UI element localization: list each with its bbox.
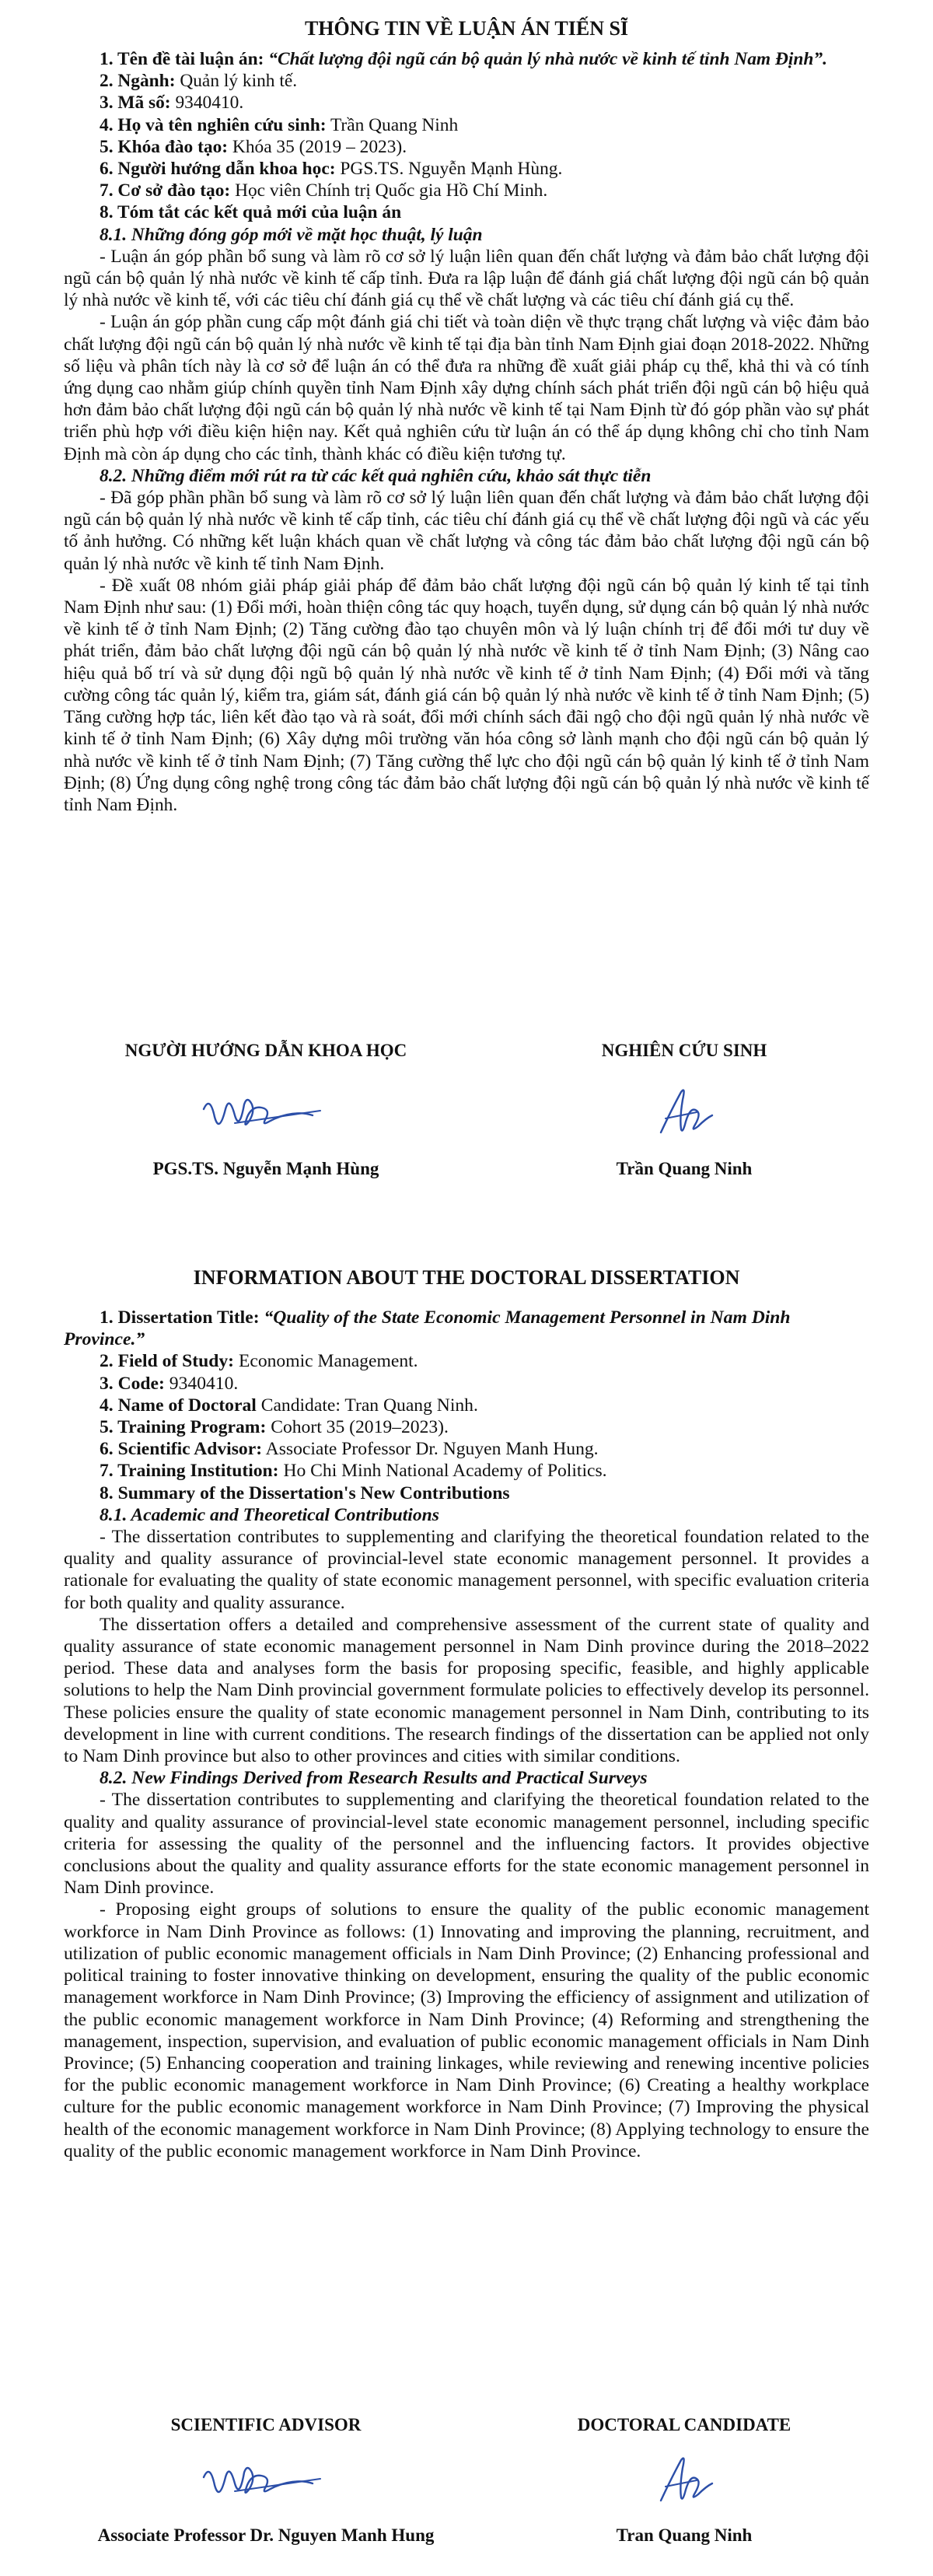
vn-paragraph-2: - Luận án góp phần cung cấp một đánh giá chi tiết và toàn diện về thực trạng chất lượng và việc đảm bảo chất lượng đội ngũ cán bộ quản lý nhà nước về kinh tế tại địa bàn tỉnh Nam Định giai đoạn 2018-2022. Những số liệu và phân tích này là cơ sở để luận án có thể đưa ra những đề xuất giải pháp cụ thể, khả thi và có tính ứng dụng cao nhằm giúp chính quyền tỉnh Nam Định xây dựng chính sách phát triển đội ngũ cán bộ hiệu quả hơn đảm bảo chất lượng đội ngũ cán bộ quản lý nhà nước về kinh tế tại Nam Định từ đó góp phần vào sự phát triển phù hợp với điều kiện hiện nay. Kết quả nghiên cứu từ luận án có thể áp dụng không chỉ cho tỉnh Nam Định mà còn áp dụng cho các tỉnh, thành khác có điều kiện tương tự. xyxy=(64,312,869,464)
vn-candidate-signature xyxy=(498,1041,871,1196)
en-title: INFORMATION ABOUT THE DOCTORAL DISSERTATION xyxy=(193,1266,740,1289)
en-candidate-name: Tran Quang Ninh xyxy=(616,2525,753,2545)
vietnamese-section xyxy=(0,0,933,1237)
en-item-summary: 8. Summary of the Dissertation's New Contributions xyxy=(100,1482,510,1503)
vn-subheading-8-1: 8.1. Những đóng góp mới về mặt học thuật, lý luận xyxy=(100,224,483,245)
en-paragraph-1: - The dissertation contributes to supplementing and clarifying the theoretical foundation related to the quality and quality assurance of provincial-level state economic management personnel. It provides a rationale for evaluating the quality of state economic management personnel, with specific evaluation criteria for both quality and quality assurance. xyxy=(64,1527,869,1613)
en-item-candidate: 4. Name of Doctoral Candidate: Tran Quang Ninh. xyxy=(100,1395,478,1416)
vn-item-candidate: 4. Họ và tên nghiên cứu sinh: Trần Quang Ninh xyxy=(100,114,459,135)
vn-advisor-role: NGƯỜI HƯỚNG DẪN KHOA HỌC xyxy=(124,1041,407,1060)
en-item-institution: 7. Training Institution: Ho Chi Minh National Academy of Politics. xyxy=(100,1461,607,1482)
en-candidate-signature xyxy=(498,2415,871,2571)
vn-body xyxy=(0,48,933,816)
en-advisor-role: SCIENTIFIC ADVISOR xyxy=(170,2415,362,2434)
en-item-code: 3. Code: 9340410. xyxy=(100,1373,239,1394)
vn-item-code: 3. Mã số: 9340410. xyxy=(100,93,244,114)
vn-item-title: 1. Tên đề tài luận án: “Chất lượng đội ngũ cán bộ quản lý nhà nước về kinh tế tỉnh Nam Định”. xyxy=(100,49,827,69)
english-section xyxy=(0,1237,933,2576)
en-subheading-8-2: 8.2. New Findings Derived from Research Results and Practical Surveys xyxy=(100,1768,648,1789)
en-signature-block xyxy=(0,2415,933,2571)
vn-title: THÔNG TIN VỀ LUẬN ÁN TIẾN SĨ xyxy=(304,17,629,40)
advisor-signature-icon xyxy=(64,1078,468,1152)
vn-candidate-name: Trần Quang Ninh xyxy=(616,1159,753,1178)
en-paragraph-4: - Proposing eight groups of solutions to ensure the quality of the public economic management workforce in Nam Dinh Province as follows: (1) Innovating and improving the planning, recruitment, and utilization of public economic management officials in Nam Dinh Province; (2) Enhancing professional and political training to foster innovative thinking on development, ensuring the quality of the public economic management workforce in Nam Dinh Province; (3) Improving the efficiency of assignment and utilization of the public economic management workforce in Nam Dinh Province; (4) Reforming and strengthening the management, inspection, supervision, and evaluation of public economic management officials in Nam Dinh Province; (5) Enhancing cooperation and training linkages, while reviewing and renewing incentive policies for the public economic management workforce in Nam Dinh Province; (6) Creating a healthy workplace culture for the public economic management workforce in Nam Dinh Province; (7) Improving the physical health of the economic management workforce in Nam Dinh Province; (8) Applying technology to ensure the quality of the public economic management workforce in Nam Dinh Province. xyxy=(64,1899,869,2161)
candidate-signature-icon xyxy=(498,1078,871,1152)
en-item-field: 2. Field of Study: Economic Management. xyxy=(100,1351,418,1372)
en-item-advisor: 6. Scientific Advisor: Associate Professor Dr. Nguyen Manh Hung. xyxy=(100,1439,599,1460)
en-body xyxy=(0,1297,933,2162)
vn-item-institution: 7. Cơ sở đào tạo: Học viên Chính trị Quốc gia Hồ Chí Minh. xyxy=(100,180,548,201)
vn-item-program: 5. Khóa đào tạo: Khóa 35 (2019 – 2023). xyxy=(100,136,407,157)
vn-item-advisor: 6. Người hướng dẫn khoa học: PGS.TS. Nguyễn Mạnh Hùng. xyxy=(100,159,563,180)
en-paragraph-2: The dissertation offers a detailed and comprehensive assessment of the current state of quality and quality assurance of state economic management personnel in Nam Dinh province during the 2018–2022 period. These data and analyses form the basis for proposing specific, feasible, and highly applicable solutions to help the Nam Dinh provincial government formulate policies to effectively develop its personnel. These policies ensure the quality of state economic management personnel in Nam Dinh, contributing to its development in line with current conditions. The research findings of the dissertation can be applied not only to Nam Dinh province but also to other provinces and cities with similar conditions. xyxy=(64,1614,869,1767)
advisor-signature-icon xyxy=(64,2446,468,2520)
vn-paragraph-4: - Đề xuất 08 nhóm giải pháp giải pháp để đảm bảo chất lượng đội ngũ cán bộ quản lý kinh tế tại tỉnh Nam Định như sau: (1) Đổi mới, hoàn thiện công tác quy hoạch, tuyển dụng, sử dụng cán bộ quản lý nhà nước về kinh tế ở tỉnh Nam Định; (2) Tăng cường đào tạo chuyên môn và lý luận chính trị để đổi mới tư duy về phát triển, đảm bảo chất lượng đội ngũ cán bộ quản lý nhà nước về kinh tế ở tỉnh Nam Định; (3) Nâng cao hiệu quả bố trí và sử dụng đội ngũ bộ quản lý nhà nước về kinh tế ở tỉnh Nam Định; (4) Đổi mới và tăng cường công tác quản lý, kiểm tra, giám sát, đánh giá cán bộ quản lý nhà nước về kinh tế ở tỉnh Nam Định; (5) Tăng cường hợp tác, liên kết đào tạo và rà soát, đổi mới chính sách đãi ngộ cho đội ngũ quản lý nhà nước về kinh tế ở tỉnh Nam Định; (6) Xây dựng môi trường văn hóa công sở lành mạnh cho đội ngũ cán bộ quản lý nhà nước về kinh tế ở tỉnh Nam Định; (7) Tăng cường thể lực cho đội ngũ cán bộ quản lý kinh tế ở tỉnh Nam Định; (8) Ứng dụng công nghệ trong công tác đảm bảo chất lượng đội ngũ cán bộ quản lý nhà nước về kinh tế tỉnh Nam Định. xyxy=(64,575,869,815)
en-paragraph-3: - The dissertation contributes to supplementing and clarifying the theoretical foundation related to the quality and quality assurance of provincial-level state economic management personnel, including specific criteria for assessing the quality of the personnel and the influencing factors. It provides objective conclusions about the quality and quality assurance efforts for the state economic management personnel in Nam Dinh province. xyxy=(64,1790,869,1899)
candidate-signature-icon xyxy=(498,2446,871,2520)
vn-advisor-signature xyxy=(64,1041,468,1196)
en-advisor-name: Associate Professor Dr. Nguyen Manh Hung xyxy=(97,2525,435,2545)
en-item-title: 1. Dissertation Title: “Quality of the State Economic Management Personnel in Nam Dinh Province.” xyxy=(64,1307,791,1350)
vn-candidate-role: NGHIÊN CỨU SINH xyxy=(601,1041,767,1060)
vn-paragraph-1: - Luận án góp phần bổ sung và làm rõ cơ sở lý luận liên quan đến chất lượng và đảm bảo chất lượng đội ngũ cán bộ quản lý nhà nước về kinh tế cấp tỉnh. Đưa ra lập luận để đánh giá chất lượng đội ngũ cán bộ quản lý nhà nước về kinh tế, với các tiêu chí đánh giá cụ thể về chất lượng và các tiêu chí đánh giá cụ thể. xyxy=(64,246,869,311)
vn-item-field: 2. Ngành: Quản lý kinh tế. xyxy=(100,71,298,92)
vn-signature-block xyxy=(0,1041,933,1196)
vn-item-summary: 8. Tóm tắt các kết quả mới của luận án xyxy=(100,202,402,223)
en-item-program: 5. Training Program: Cohort 35 (2019–2023). xyxy=(100,1417,449,1438)
en-subheading-8-1: 8.1. Academic and Theoretical Contributions xyxy=(100,1504,439,1525)
vn-subheading-8-2: 8.2. Những điểm mới rút ra từ các kết quả nghiên cứu, khảo sát thực tiễn xyxy=(100,465,652,486)
vn-paragraph-3: - Đã góp phần phần bổ sung và làm rõ cơ sở lý luận liên quan đến chất lượng và đảm bảo chất lượng đội ngũ cán bộ quản lý nhà nước về kinh tế cấp tỉnh, các tiêu chí đánh giá cụ thể về chất lượng đội ngũ và các yếu tố ảnh hưởng. Có những kết luận khách quan về chất lượng và công tác đảm bảo chất lượng đội ngũ cán bộ quản lý nhà nước về kinh tế tỉnh Nam Định. xyxy=(64,488,869,574)
en-advisor-signature xyxy=(64,2415,468,2571)
vn-advisor-name: PGS.TS. Nguyễn Mạnh Hùng xyxy=(152,1159,379,1178)
en-candidate-role: DOCTORAL CANDIDATE xyxy=(577,2415,791,2434)
